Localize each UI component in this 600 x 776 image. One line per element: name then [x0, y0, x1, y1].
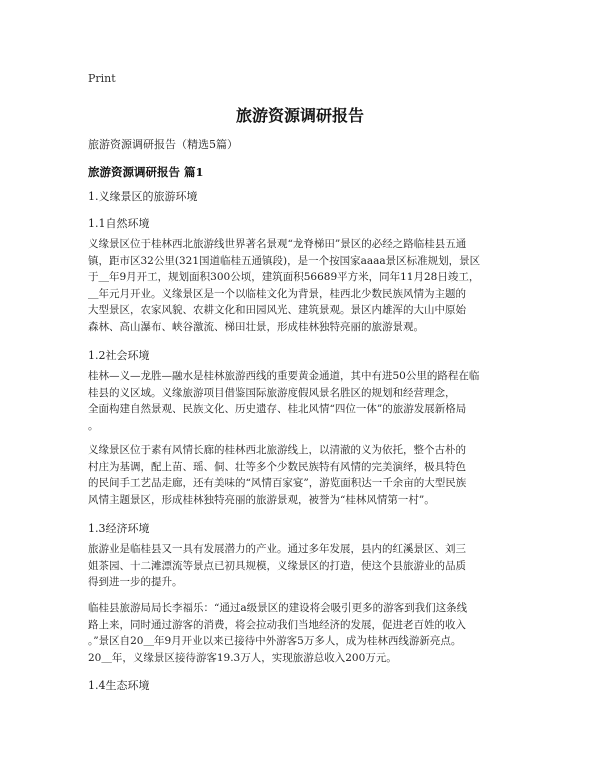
heading-1-2: 1.2社会环境 — [88, 349, 150, 362]
paragraph-line: 20＿年，义缘景区接待游客19.3万人，实现旅游总收入200万元。 — [88, 651, 397, 664]
heading-1-3: 1.3经济环境 — [88, 522, 150, 535]
paragraph-economic-environment — [88, 541, 512, 591]
paragraph-line: 全面构建自然景观、民族文化、历史遗存、桂北风情“四位一体”的旅游发展新格局 — [88, 403, 467, 415]
paragraph-line: 旅游业是临桂县又一具有发展潜力的产业。通过多年发展，县内的红溪景区、刘三 — [88, 543, 466, 555]
paragraph-line: 桂县的义区域。义缘旅游项目借鉴国际旅游度假风景名胜区的规划和经营理念， — [88, 386, 456, 399]
paragraph-social-environment — [88, 368, 512, 434]
paragraph-line: ＿年元月开业。义缘景区是一个以临桂文化为背景，桂西北少数民族风情为主题的 — [88, 287, 466, 300]
heading-1-4: 1.4生态环境 — [88, 679, 150, 692]
paragraph-line: 森林、高山瀑布、峡谷激流、梯田壮景，形成桂林独特亮丽的旅游景观。 — [88, 320, 424, 333]
page-title: 旅游资源调研报告 — [235, 106, 364, 125]
paragraph-economic-environment-2 — [88, 600, 512, 666]
paragraph-line: 的民间手工艺品走廊，还有美味的“风情百家宴”，游览面积达一千余亩的大型民族 — [88, 477, 467, 489]
section-heading: 旅游资源调研报告 篇1 — [88, 165, 204, 179]
paragraph-social-environment-2 — [88, 442, 512, 508]
paragraph-line: 村庄为基调，配上苗、瑶、侗、壮等多个少数民族特有风情的完美演绎，极具特色 — [88, 460, 466, 473]
paragraph-line: 。 — [88, 419, 99, 432]
paragraph-line: 得到进一步的提升。 — [88, 576, 183, 588]
paragraph-line: 桂林—义—龙胜—融水是桂林旅游西线的重要黄金通道，其中有进50公里的路程在临 — [88, 370, 480, 382]
paragraph-line: 大型景区，农家风貌、农耕文化和田园风光、建筑景观。景区内雄浑的大山中原始 — [88, 304, 466, 316]
paragraph-natural-environment — [88, 236, 512, 335]
paragraph-line: 镇，距市区32公里(321国道临桂五通镇段)，是一个按国家aaaa景区标准规划，景区 — [88, 254, 481, 267]
paragraph-line: 义缘景区位于桂林西北旅游线世界著名景观“龙脊梯田”景区的必经之路临桂县五通 — [88, 238, 467, 250]
paragraph-line: 姐茶园、十二滩漂流等景点已初具规模，义缘景区的打造，使这个县旅游业的品质 — [88, 559, 466, 572]
print-label: Print — [88, 72, 116, 85]
paragraph-line: 于＿年9月开工，规划面积300公顷，建筑面积56689平方米，同年11月28日竣工， — [88, 271, 480, 283]
paragraph-line: 路上来，同时通过游客的消费，将会拉动我们当地经济的发展，促进老百姓的收入 — [88, 618, 466, 631]
paragraph-line: 。”景区自20＿年9月开业以来已接待中外游客5万多人，成为桂林西线游新亮点。 — [88, 635, 462, 647]
paragraph-line: 义缘景区位于素有风情长廊的桂林西北旅游线上，以清澈的义为依托，整个古朴的 — [88, 444, 466, 456]
paragraph-line: 临桂县旅游局局长李福乐：“通过a级景区的建设将会吸引更多的游客到我们这条线 — [88, 602, 468, 614]
heading-1-1: 1.1自然环境 — [88, 217, 150, 230]
heading-1: 1.义缘景区的旅游环境 — [88, 190, 198, 203]
document-subtitle: 旅游资源调研报告（精选5篇） — [88, 138, 238, 151]
paragraph-line: 风情主题景区，形成桂林独特亮丽的旅游景观，被誉为“桂林风情第一村”。 — [88, 493, 435, 506]
